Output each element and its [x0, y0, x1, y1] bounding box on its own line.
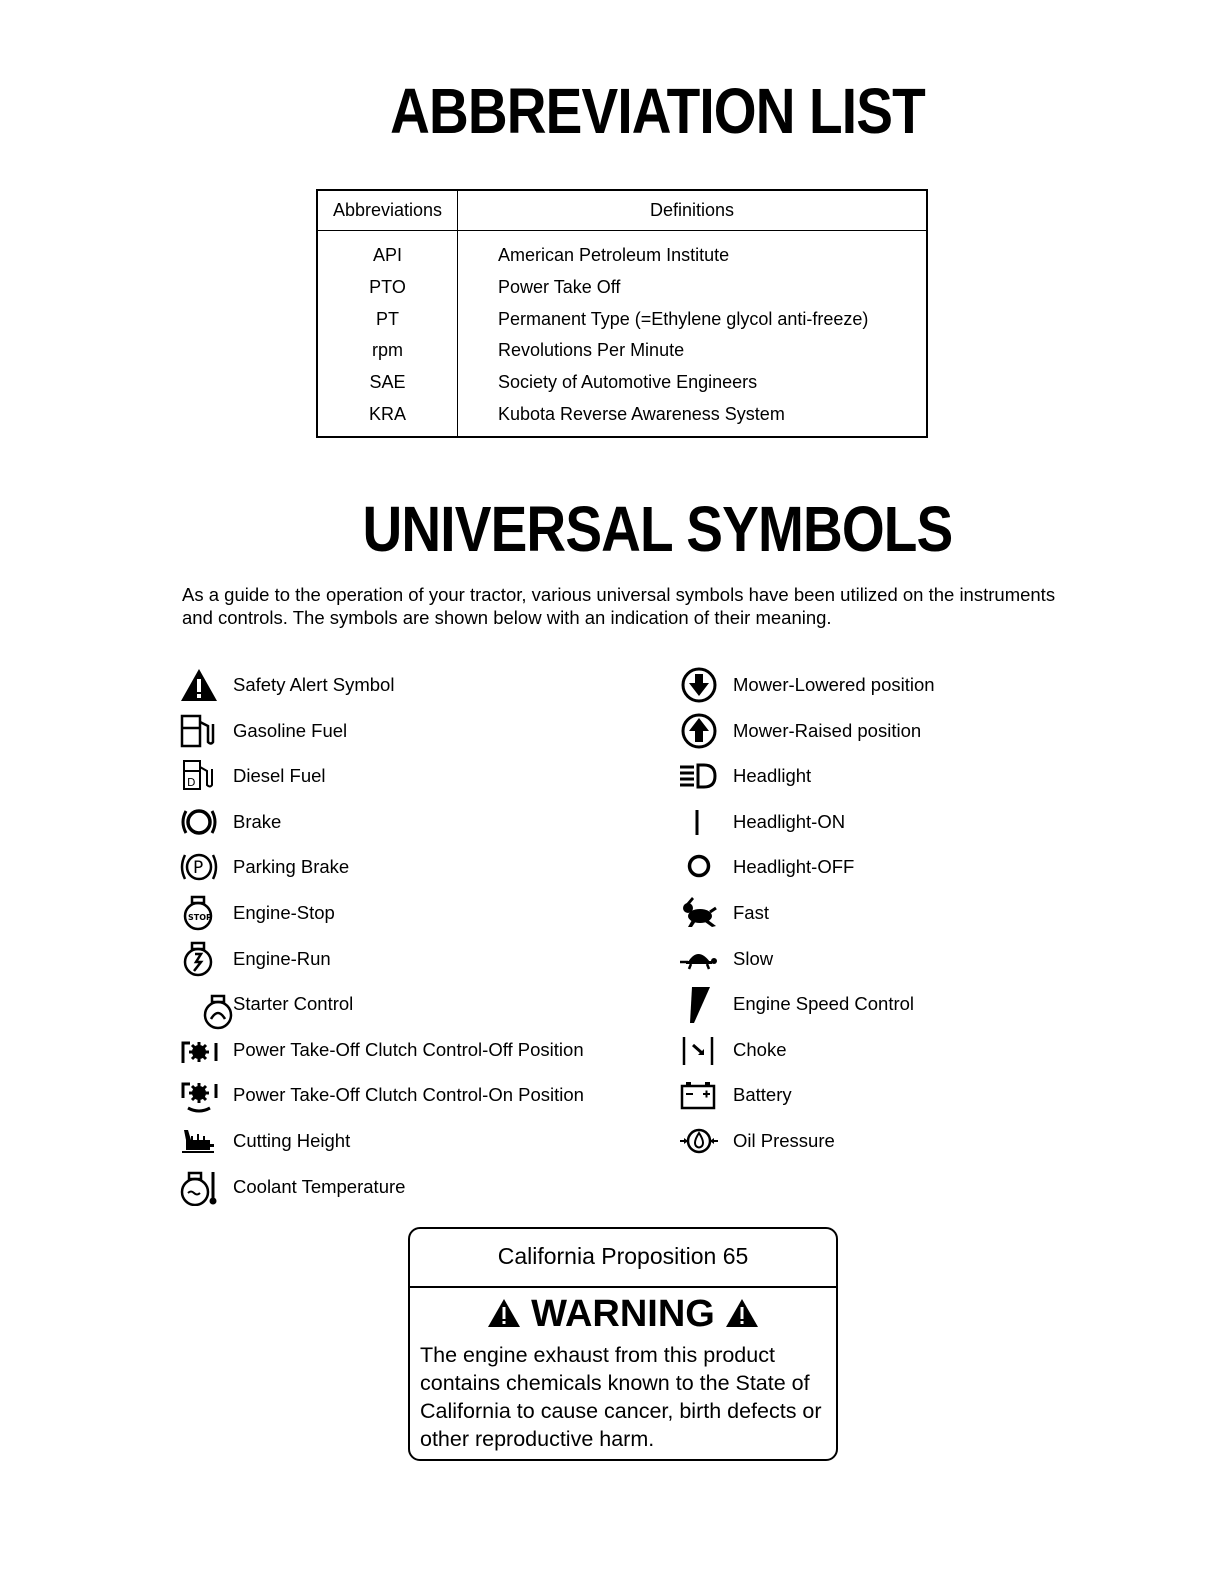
- header-definitions: Definitions: [649, 200, 735, 220]
- gasoline-fuel-icon: [178, 712, 220, 750]
- warning-label: WARNING: [531, 1293, 715, 1335]
- symbol-label: Diesel Fuel: [233, 765, 326, 787]
- abbreviation-list-title: ABBREVIATION LIST: [390, 75, 925, 147]
- engine-run-icon: [178, 940, 220, 978]
- symbol-label: Battery: [733, 1084, 792, 1106]
- table-row: [318, 277, 926, 309]
- definition-cell: American Petroleum Institute: [498, 245, 730, 265]
- symbol-label: Power Take-Off Clutch Control-Off Position: [233, 1038, 584, 1060]
- symbols-intro: As a guide to the operation of your tractor, various universal symbols have been utilized on the instruments and controls. The symbols are shown below with an indication of their meaning.: [182, 584, 1056, 628]
- definition-cell: Society of Automotive Engineers: [498, 372, 758, 393]
- safety-alert-icon: [178, 666, 220, 704]
- abbreviation-cell: SAE: [369, 372, 406, 393]
- brake-icon: [178, 803, 220, 841]
- symbol-label: Brake: [233, 810, 282, 832]
- slow-turtle-icon: [678, 940, 720, 978]
- symbol-label: Starter Control: [233, 993, 354, 1015]
- abbreviation-cell: rpm: [372, 340, 403, 361]
- abbreviation-cell: PTO: [369, 276, 406, 297]
- symbol-label: Engine-Run: [233, 947, 331, 969]
- svg-text:P: P: [193, 858, 204, 879]
- pto-on-icon: [178, 1076, 220, 1114]
- coolant-temperature-icon: [178, 1168, 220, 1206]
- symbol-label: Mower-Raised position: [733, 719, 922, 741]
- headlight-off-icon: [678, 848, 720, 886]
- symbol-label: Mower-Lowered position: [733, 674, 935, 695]
- definition-cell: Power Take Off: [498, 276, 621, 297]
- symbol-label: Coolant Temperature: [233, 1175, 406, 1197]
- definition-cell: Kubota Reverse Awareness System: [498, 403, 785, 424]
- starter-control-icon: [178, 985, 220, 1023]
- prop65-body: The engine exhaust from this product contains chemicals known to the State of California to cause cancer, birth defects or other reproductive harm.: [420, 1343, 822, 1451]
- symbol-label: Parking Brake: [233, 856, 350, 878]
- table-row: [318, 340, 926, 372]
- cutting-height-icon: [178, 1122, 220, 1160]
- battery-icon: [678, 1076, 720, 1114]
- table-row: [318, 404, 926, 436]
- symbol-label: Cutting Height: [233, 1129, 351, 1151]
- abbreviation-cell: KRA: [368, 403, 406, 424]
- symbol-label: Gasoline Fuel: [233, 719, 348, 741]
- mower-lowered-icon: [678, 666, 720, 704]
- symbol-label: Safety Alert Symbol: [233, 674, 395, 695]
- symbol-label: Headlight-ON: [733, 810, 846, 832]
- mower-raised-icon: [678, 712, 720, 750]
- parking-brake-icon: [178, 848, 220, 886]
- pto-off-icon: [178, 1031, 220, 1069]
- symbol-label: Headlight: [733, 765, 812, 787]
- svg-text:D: D: [187, 776, 196, 790]
- table-row: [318, 309, 926, 341]
- symbol-label: Slow: [733, 947, 774, 969]
- table-row: [318, 372, 926, 404]
- fast-rabbit-icon: [678, 894, 720, 932]
- diesel-fuel-icon: [178, 757, 220, 795]
- warning-triangle-icon: [725, 1298, 759, 1328]
- prop65-warning-line: [410, 1293, 836, 1336]
- warning-triangle-icon: [487, 1298, 521, 1328]
- symbol-label: Engine Speed Control: [733, 993, 915, 1015]
- symbol-label: Power Take-Off Clutch Control-On Position: [233, 1084, 584, 1106]
- symbol-label: Oil Pressure: [733, 1129, 835, 1151]
- table-row: [318, 245, 926, 277]
- definition-cell: Permanent Type (=Ethylene glycol anti-freeze): [498, 308, 869, 329]
- symbol-label: Choke: [733, 1038, 787, 1060]
- engine-speed-control-icon: [678, 985, 720, 1023]
- oil-pressure-icon: [678, 1122, 720, 1160]
- choke-icon: [678, 1031, 720, 1069]
- definition-cell: Revolutions Per Minute: [498, 340, 685, 361]
- engine-stop-icon: [178, 894, 220, 932]
- symbol-label: Engine-Stop: [233, 901, 335, 923]
- prop65-heading: California Proposition 65: [497, 1243, 749, 1269]
- headlight-on-icon: [678, 803, 720, 841]
- prop65-warning-box: [408, 1227, 838, 1461]
- headlight-icon: [678, 757, 720, 795]
- symbol-label: Fast: [733, 901, 769, 923]
- universal-symbols-title: UNIVERSAL SYMBOLS: [362, 493, 953, 565]
- abbreviation-cell: PT: [375, 308, 399, 329]
- symbol-label: Headlight-OFF: [733, 856, 855, 878]
- abbreviation-table: [316, 189, 928, 438]
- abbreviation-cell: API: [372, 245, 402, 265]
- header-abbreviations: Abbreviations: [332, 200, 443, 220]
- svg-text:STOP: STOP: [188, 912, 212, 922]
